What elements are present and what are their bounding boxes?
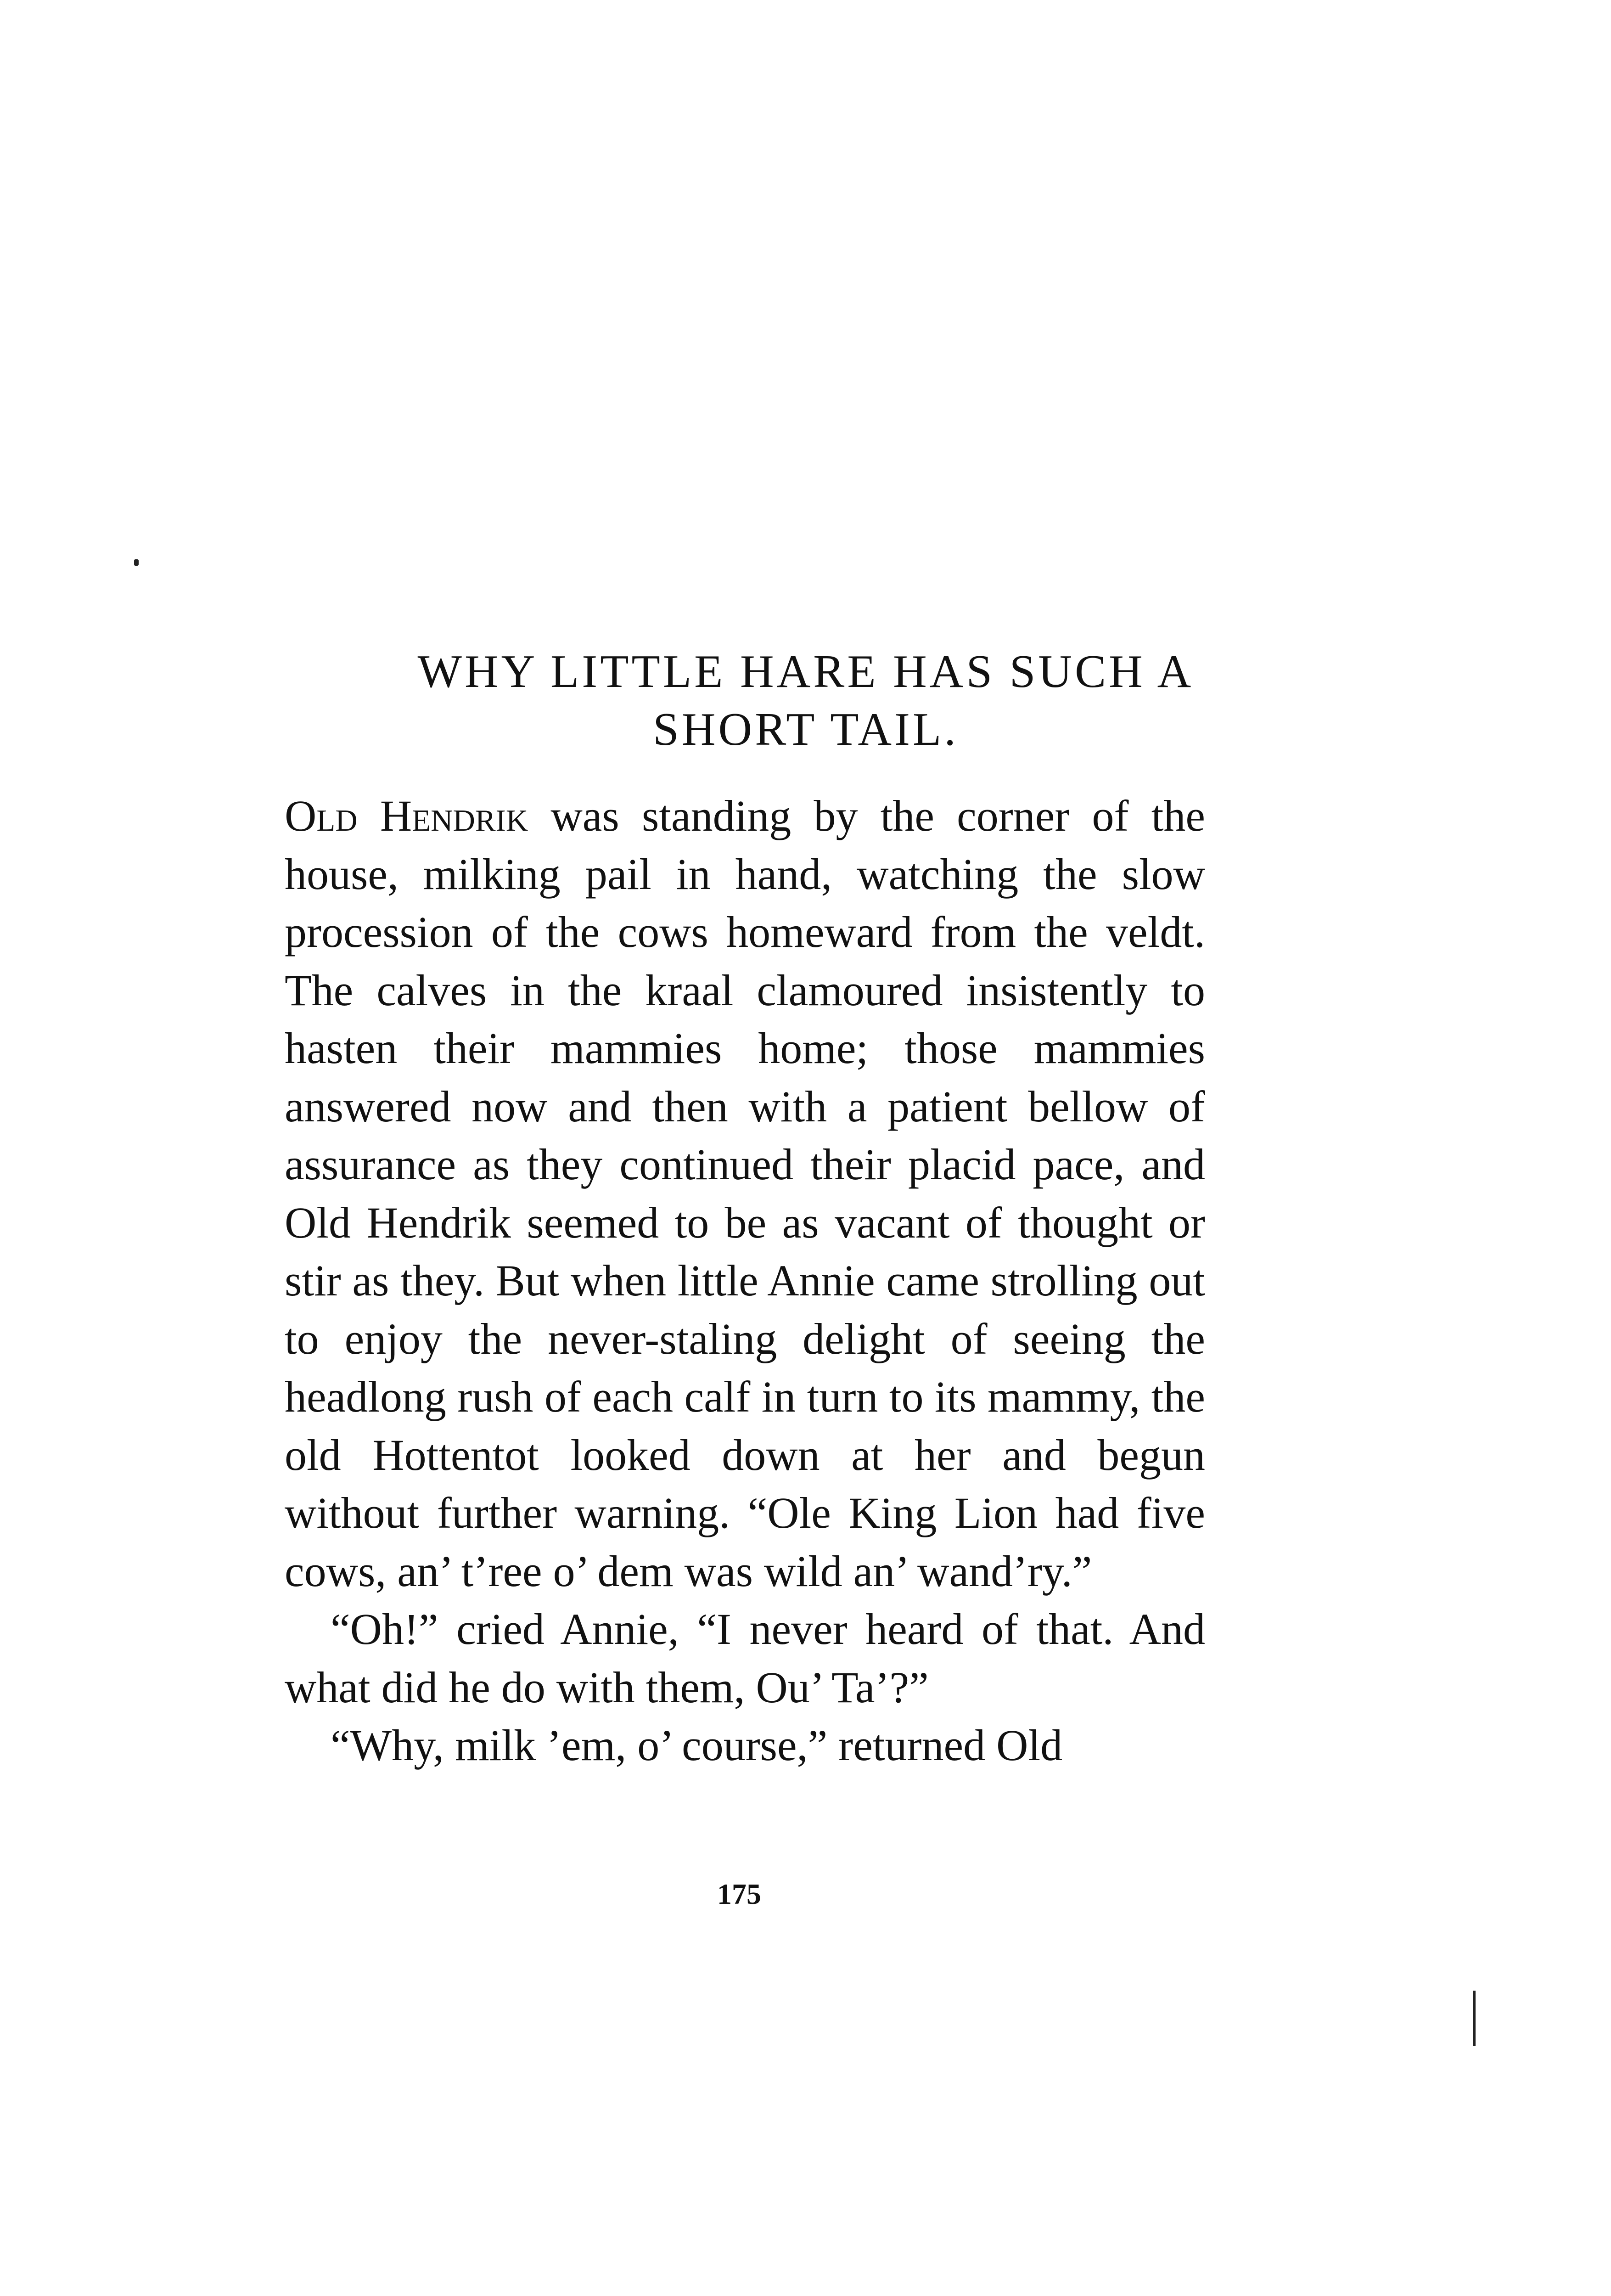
paragraph-1-text: was standing by the corner of the house, milking pail in hand, watching the slow procession of the cows homeward from the veldt. The calves in the kraal clamoured insistently to hasten their mammies home; those mammies answered now and then with a patient bellow of assurance as they continued their placid pace, and Old Hendrik seemed to be as vacant of thought or stir as they. But when little Annie came strolling out to enjoy the never-staling delight of seeing the headlong rush of each calf in turn to its mammy, the old Hottentot looked down at her and begun without further warning. “Ole King Lion had five cows, an’ t’ree o’ dem was wild an’ wand’ry.” (285, 791, 1205, 1596)
paragraph-1 (285, 787, 1205, 1600)
page-number: 175 (717, 1878, 761, 1910)
paragraph-2: “Oh!” cried Annie, “I never heard of that. And what did he do with them, Ou’ Ta’?” (285, 1604, 1205, 1712)
opening-small-caps: Old Hendrik (285, 791, 528, 840)
body-text (285, 787, 1205, 1775)
chapter-title-line-1: WHY LITTLE HARE HAS SUCH A (417, 646, 1194, 698)
stray-ink-mark (134, 559, 139, 566)
chapter-title-line-2: SHORT TAIL. (653, 703, 959, 755)
chapter-title (285, 643, 1327, 759)
edge-scan-mark (1473, 1991, 1476, 2046)
paragraph-3: “Why, milk ’em, o’ course,” returned Old (331, 1721, 1063, 1770)
